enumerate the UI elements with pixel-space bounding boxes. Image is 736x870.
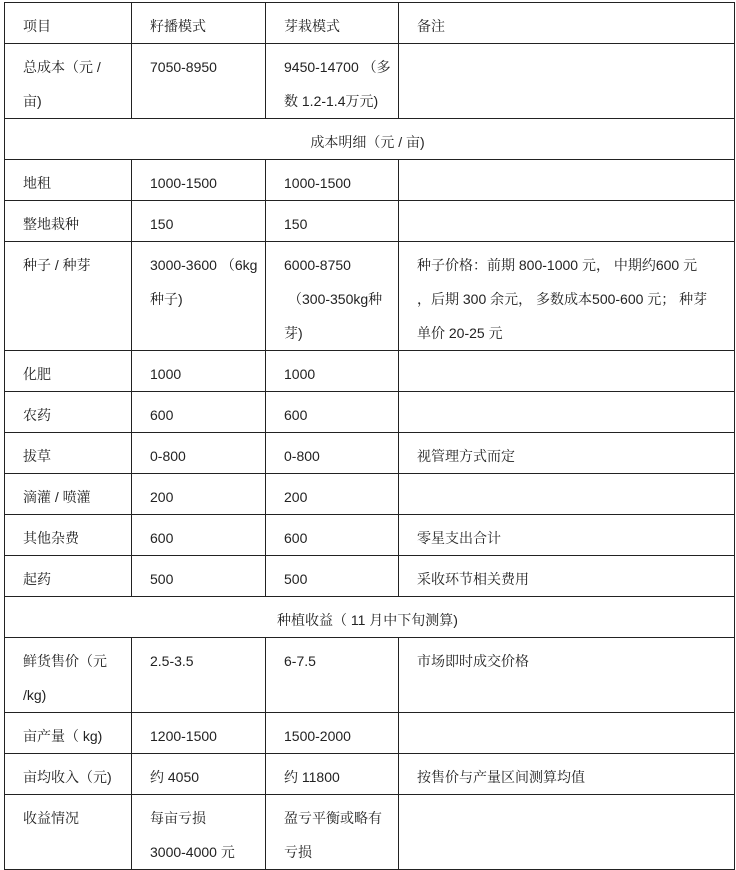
cell-item (5, 44, 132, 119)
cell-seed-mode (132, 795, 266, 870)
cell-text-line: 零星支出合计 (417, 530, 501, 546)
cell-text-line: 600 (150, 530, 174, 546)
cell-seed-mode (132, 201, 266, 242)
cell-notes (399, 242, 735, 351)
cell-text-line: 1000 (150, 366, 182, 382)
cell-notes (399, 351, 735, 392)
table-row (5, 754, 735, 795)
table-row (5, 795, 735, 870)
cell-seed-mode (132, 638, 266, 713)
cell-text-line: 约 4050 (150, 769, 200, 785)
cell-seed-mode (132, 713, 266, 754)
cell-text-line: 500 (150, 571, 174, 587)
cell-seed-mode (132, 242, 266, 351)
cell-sprout-mode (266, 392, 399, 433)
cell-notes (399, 795, 735, 870)
cell-item (5, 160, 132, 201)
cell-item (5, 474, 132, 515)
cell-text-line: （300-350kg种 (288, 291, 383, 307)
cell-text-line: 市场即时成交价格 (417, 653, 529, 669)
cell-item (5, 433, 132, 474)
cell-text-line: 6-7.5 (284, 653, 316, 669)
section-title: 成本明细（元 / 亩) (5, 119, 735, 160)
cell-text-line: 9450-14700 （多 (284, 59, 391, 75)
cell-seed-mode (132, 754, 266, 795)
table-row (5, 638, 735, 713)
cell-text-line: 1000-1500 (284, 175, 351, 191)
table-row (5, 392, 735, 433)
cell-text-line: 1000-1500 (150, 175, 217, 191)
cell-sprout-mode (266, 515, 399, 556)
cell-item (5, 638, 132, 713)
cell-text-line: 地租 (23, 175, 51, 191)
cell-text-line: 600 (284, 530, 308, 546)
header-cell-notes: 备注 (399, 3, 735, 44)
header-cell-item: 项目 (5, 3, 132, 44)
section-row (5, 119, 735, 160)
cell-seed-mode (132, 392, 266, 433)
cell-text-line: 0-800 (284, 448, 320, 464)
cell-notes (399, 474, 735, 515)
cell-seed-mode (132, 351, 266, 392)
cell-text-line: 亩均收入（元) (23, 769, 112, 785)
cell-text-line: 视管理方式而定 (417, 448, 515, 464)
cell-text-line: 6000-8750 (284, 257, 351, 273)
cell-text-line: 鲜货售价（元 (23, 653, 107, 669)
cell-notes (399, 556, 735, 597)
cell-item (5, 713, 132, 754)
table-row (5, 556, 735, 597)
cell-text-line: 亩产量（ kg) (23, 728, 103, 744)
cost-comparison-table (4, 2, 735, 870)
cell-text-line: 约 11800 (284, 769, 340, 785)
cell-sprout-mode (266, 201, 399, 242)
cell-text-line: 采收环节相关费用 (417, 571, 529, 587)
cell-item (5, 754, 132, 795)
cell-sprout-mode (266, 433, 399, 474)
table-row (5, 713, 735, 754)
cell-item (5, 795, 132, 870)
cell-text-line: 2.5-3.5 (150, 653, 194, 669)
header-cell-seed-mode: 籽播模式 (132, 3, 266, 44)
cell-text-line: 150 (150, 216, 174, 232)
cell-text-line: 亏损 (284, 844, 312, 860)
table-row (5, 351, 735, 392)
cell-notes (399, 44, 735, 119)
cell-sprout-mode (266, 754, 399, 795)
cell-text-line: 起药 (23, 571, 51, 587)
section-row (5, 597, 735, 638)
cell-sprout-mode (266, 474, 399, 515)
cell-sprout-mode (266, 351, 399, 392)
cell-item (5, 515, 132, 556)
cell-sprout-mode (266, 160, 399, 201)
table-row (5, 515, 735, 556)
cell-text-line: 150 (284, 216, 308, 232)
cell-sprout-mode (266, 44, 399, 119)
cell-notes (399, 160, 735, 201)
cell-text-line: 亩) (23, 93, 42, 109)
cell-text-line: 种子 / 种芽 (23, 257, 91, 273)
cell-text-line: 整地栽种 (23, 216, 79, 232)
table-row (5, 44, 735, 119)
cell-seed-mode (132, 44, 266, 119)
cell-sprout-mode (266, 638, 399, 713)
cell-text-line: 3000-3600 （6kg (150, 257, 258, 273)
cell-text-line: 600 (284, 407, 308, 423)
cell-notes (399, 201, 735, 242)
cell-text-line: 0-800 (150, 448, 186, 464)
cell-text-line: 种子) (150, 291, 183, 307)
table-header-row (5, 3, 735, 44)
cell-text-line: 200 (284, 489, 308, 505)
cell-sprout-mode (266, 556, 399, 597)
cell-sprout-mode (266, 713, 399, 754)
cell-text-line: 3000-4000 元 (150, 844, 235, 860)
cell-text-line: 化肥 (23, 366, 51, 382)
cell-text-line: 拔草 (23, 448, 51, 464)
cell-text-line: 1200-1500 (150, 728, 217, 744)
table-row (5, 242, 735, 351)
cell-seed-mode (132, 160, 266, 201)
cell-text-line: 7050-8950 (150, 59, 217, 75)
cell-text-line: 单价 20-25 元 (417, 325, 503, 341)
table-row (5, 201, 735, 242)
cell-text-line: 200 (150, 489, 174, 505)
cell-item (5, 556, 132, 597)
cell-text-line: 滴灌 / 喷灌 (23, 489, 91, 505)
cell-text-line: 按售价与产量区间测算均值 (417, 769, 585, 785)
cell-notes (399, 638, 735, 713)
table-row (5, 433, 735, 474)
cell-notes (399, 433, 735, 474)
cell-item (5, 201, 132, 242)
cell-notes (399, 754, 735, 795)
cell-notes (399, 713, 735, 754)
table-row (5, 474, 735, 515)
cell-seed-mode (132, 433, 266, 474)
cell-text-line: 1000 (284, 366, 316, 382)
cell-text-line: 数 1.2-1.4万元) (284, 93, 379, 109)
cell-text-line: 总成本（元 / (23, 59, 101, 75)
cell-item (5, 392, 132, 433)
cell-text-line: 其他杂费 (23, 530, 79, 546)
cell-text-line: ，后期 300 余元， 多数成本500-600 元； 种芽 (417, 291, 708, 307)
cell-seed-mode (132, 556, 266, 597)
cell-text-line: 盈亏平衡或略有 (284, 810, 382, 826)
cell-text-line: /kg) (23, 687, 47, 703)
cell-item (5, 242, 132, 351)
cell-text-line: 600 (150, 407, 174, 423)
cell-text-line: 芽) (284, 325, 303, 341)
cell-item (5, 351, 132, 392)
cell-text-line: 收益情况 (23, 810, 79, 826)
cell-text-line: 种子价格：前期 800-1000 元， 中期约600 元 (417, 257, 698, 273)
cell-notes (399, 392, 735, 433)
cell-text-line: 500 (284, 571, 308, 587)
cell-notes (399, 515, 735, 556)
cell-seed-mode (132, 515, 266, 556)
cell-text-line: 1500-2000 (284, 728, 351, 744)
table-body (5, 3, 735, 870)
cell-text-line: 农药 (23, 407, 51, 423)
cell-sprout-mode (266, 242, 399, 351)
header-cell-sprout-mode: 芽栽模式 (266, 3, 399, 44)
section-title: 种植收益（ 11 月中下旬测算) (5, 597, 735, 638)
cell-sprout-mode (266, 795, 399, 870)
cell-text-line: 每亩亏损 (150, 810, 206, 826)
table-row (5, 160, 735, 201)
cell-seed-mode (132, 474, 266, 515)
